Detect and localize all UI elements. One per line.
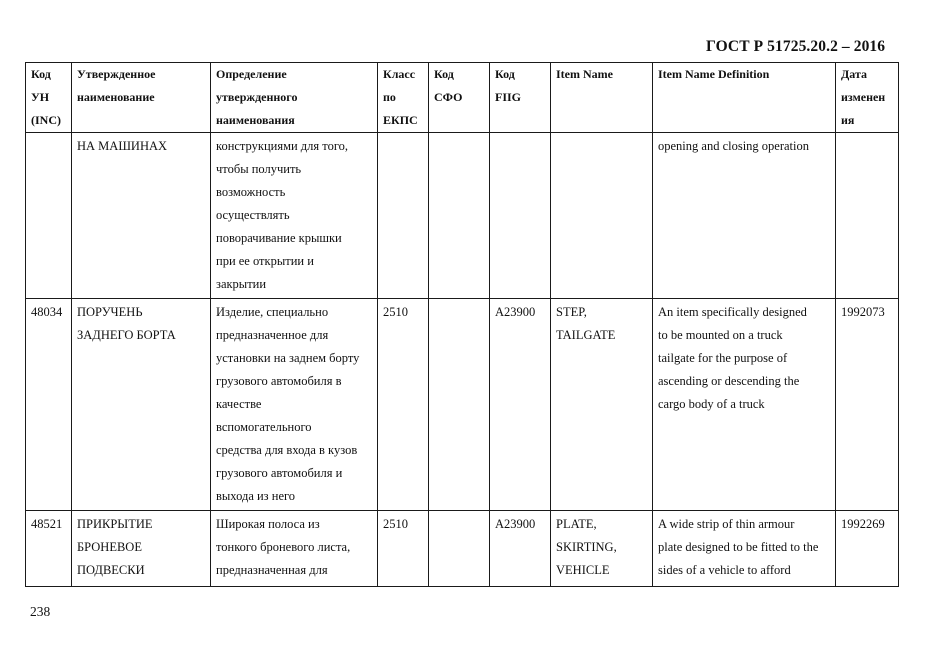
cell-line: Item Name: [556, 67, 613, 81]
cell-line: SKIRTING,: [556, 540, 617, 554]
cell-line: Класс: [383, 67, 416, 81]
cell-line: Дата: [841, 67, 867, 81]
table-row: [26, 299, 899, 511]
cell-line: 2510: [383, 517, 408, 531]
cell-line: СФО: [434, 90, 463, 104]
cell-line: Утвержденное: [77, 67, 156, 81]
cell-line: tailgate for the purpose of: [658, 351, 788, 365]
cell-line: конструкциями для того,: [216, 139, 349, 153]
cell-line: Item Name Definition: [658, 67, 770, 81]
cell-line: по: [383, 90, 396, 104]
cell-inc: [26, 299, 72, 511]
cell-change-date: [836, 511, 899, 587]
cell-line: качестве: [216, 397, 262, 411]
cell-line: УН: [31, 90, 50, 104]
cell-line: 1992269: [841, 517, 885, 531]
cell-inc: [26, 133, 72, 299]
cell-line: ЗАДНЕГО БОРТА: [77, 328, 176, 342]
cell-item-name: [551, 133, 653, 299]
document-standard-code: ГОСТ Р 51725.20.2 – 2016: [706, 38, 886, 55]
cell-approved-name: [72, 511, 211, 587]
cell-item-name: [551, 511, 653, 587]
cell-sfo-code: [429, 511, 490, 587]
cell-definition: [211, 133, 378, 299]
cell-line: VEHICLE: [556, 563, 610, 577]
cell-line: A23900: [495, 517, 536, 531]
cell-line: PLATE,: [556, 517, 597, 531]
cell-definition: [211, 299, 378, 511]
cell-fiig-code: [490, 133, 551, 299]
cell-definition: [211, 511, 378, 587]
cell-line: грузового автомобиля и: [216, 466, 343, 480]
cell-line: НА МАШИНАХ: [77, 139, 168, 153]
cell-line: грузового автомобиля в: [216, 374, 342, 388]
cell-line: sides of a vehicle to afford: [658, 563, 791, 577]
header-item-name-definition: [653, 63, 836, 133]
cell-line: при ее открытии и: [216, 254, 314, 268]
cell-line: (INC): [31, 113, 61, 127]
header-definition: [211, 63, 378, 133]
cell-line: ЕКПС: [383, 113, 418, 127]
cell-line: Определение: [216, 67, 287, 81]
cell-line: ия: [841, 113, 855, 127]
cell-line: закрытии: [216, 277, 267, 291]
cell-line: тонкого броневого листа,: [216, 540, 351, 554]
cell-line: чтобы получить: [216, 162, 302, 176]
cell-inc: [26, 511, 72, 587]
cell-line: БРОНЕВОЕ: [77, 540, 142, 554]
cell-line: утвержденного: [216, 90, 298, 104]
cell-item-name-definition: [653, 133, 836, 299]
cell-item-name-definition: [653, 511, 836, 587]
header-sfo-code: [429, 63, 490, 133]
page-number: 238: [30, 604, 51, 619]
table-header-row: [26, 63, 899, 133]
cell-approved-name: [72, 133, 211, 299]
cell-sfo-code: [429, 299, 490, 511]
cell-line: to be mounted on a truck: [658, 328, 783, 342]
cell-change-date: [836, 299, 899, 511]
cell-line: cargo body of a truck: [658, 397, 765, 411]
cell-line: Код: [434, 67, 454, 81]
cell-line: Изделие, специально: [216, 305, 329, 319]
cell-line: 48034: [31, 305, 63, 319]
cell-line: 48521: [31, 517, 63, 531]
cell-line: выхода из него: [216, 489, 296, 503]
header-approved-name: [72, 63, 211, 133]
cell-line: Код: [31, 67, 51, 81]
cell-ekps-class: [378, 299, 429, 511]
cell-line: изменен: [841, 90, 886, 104]
table-row: [26, 511, 899, 587]
cell-line: наименования: [216, 113, 295, 127]
cell-line: ascending or descending the: [658, 374, 800, 388]
cell-line: ПОДВЕСКИ: [77, 563, 145, 577]
cell-line: осуществлять: [216, 208, 290, 222]
cell-line: plate designed to be fitted to the: [658, 540, 819, 554]
cell-line: ПРИКРЫТИЕ: [77, 517, 153, 531]
header-fiig-code: [490, 63, 551, 133]
cell-line: предназначенная для: [216, 563, 328, 577]
cell-line: TAILGATE: [556, 328, 616, 342]
cell-line: STEP,: [556, 305, 587, 319]
cell-line: средства для входа в кузов: [216, 443, 358, 457]
cell-line: наименование: [77, 90, 155, 104]
cell-line: A23900: [495, 305, 536, 319]
cell-approved-name: [72, 299, 211, 511]
cell-line: A wide strip of thin armour: [658, 517, 795, 531]
registry-table: [25, 62, 899, 587]
cell-sfo-code: [429, 133, 490, 299]
cell-ekps-class: [378, 133, 429, 299]
header-ekps-class: [378, 63, 429, 133]
cell-line: FIIG: [495, 90, 522, 104]
cell-line: An item specifically designed: [658, 305, 807, 319]
cell-change-date: [836, 133, 899, 299]
table-row: [26, 133, 899, 299]
cell-line: установки на заднем борту: [216, 351, 360, 365]
cell-line: возможность: [216, 185, 286, 199]
cell-line: Широкая полоса из: [216, 517, 320, 531]
cell-line: 1992073: [841, 305, 885, 319]
cell-line: opening and closing operation: [658, 139, 810, 153]
cell-item-name-definition: [653, 299, 836, 511]
cell-line: предназначенное для: [216, 328, 329, 342]
header-inc: [26, 63, 72, 133]
header-item-name: [551, 63, 653, 133]
cell-fiig-code: [490, 299, 551, 511]
cell-line: 2510: [383, 305, 408, 319]
cell-ekps-class: [378, 511, 429, 587]
cell-item-name: [551, 299, 653, 511]
cell-fiig-code: [490, 511, 551, 587]
cell-line: Код: [495, 67, 515, 81]
header-change-date: [836, 63, 899, 133]
cell-line: ПОРУЧЕНЬ: [77, 305, 143, 319]
cell-line: поворачивание крышки: [216, 231, 342, 245]
cell-line: вспомогательного: [216, 420, 312, 434]
